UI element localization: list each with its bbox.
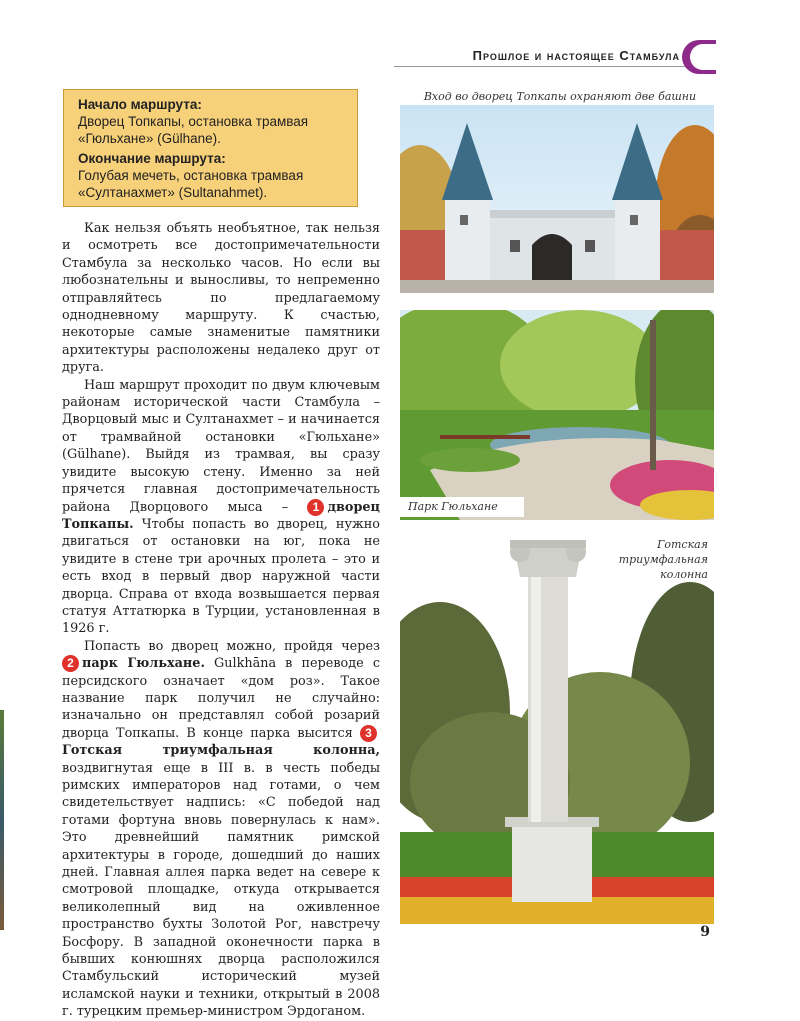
page-number: 9 (700, 924, 710, 940)
photo2-caption: Парк Гюльхане (408, 500, 498, 513)
article-body (62, 220, 380, 1021)
paragraph-2-text-a: Наш маршрут проходит по двум ключевым районам исторической части Стамбула – Дворцовый мыс и Султанахмет – и начинается от трамвайной остановки «Гюльхане» (Gülhane). Выйдя из трамвая, вы сразу увидите высокую стену. Именно за ней прячется главная достопримечательность района Дворцового мыса – (62, 377, 380, 515)
paragraph-1: Как нельзя объять необъятное, так нельзя и осмотреть все достопримечательности Стамбула за несколько часов. Но если вы любознательны и выносливы, то непременно отправляйтесь по предлагаемому однодневному маршруту. К счастью, некоторые самые знаменитые памятники архитектуры расположены недалеко друг от друга. (62, 221, 380, 376)
route-start-text: Дворец Топкапы, остановка трамвая «Гюльхане» (Gülhane). (78, 114, 309, 146)
route-end-text: Голубая мечеть, остановка трамвая «Султанахмет» (Sultanahmet). (78, 168, 304, 200)
paragraph-3 (62, 638, 380, 1021)
chapter-tab-icon (682, 40, 716, 74)
adjacent-page-edge (0, 710, 4, 930)
photo1-caption: Вход во дворец Топкапы охраняют две башни (423, 90, 697, 103)
topkapi-gate-photo (400, 105, 714, 293)
route-start-label: Начало маршрута: (78, 97, 202, 112)
photo3-caption (619, 537, 708, 582)
header-rule (394, 66, 690, 67)
photo3-caption-line2: триумфальная (618, 553, 708, 566)
marker-3-badge: 3 (360, 725, 377, 742)
paragraph-3-text-a: Попасть во дворец можно, пройдя через (84, 638, 380, 654)
marker-2-badge: 2 (62, 655, 79, 672)
goths-column-photo (400, 532, 714, 924)
marker-1-badge: 1 (307, 499, 324, 516)
gulhane-park-link: парк Гюльхане. (82, 656, 205, 672)
topkapi-palace-link: дворец Топкапы. (62, 499, 380, 532)
running-header: Прошлое и настоящее Стамбула (472, 48, 680, 63)
route-end-label: Окончание маршрута: (78, 151, 226, 166)
goths-column-link: Готская триумфальная колонна, (62, 743, 380, 759)
paragraph-3-text-b: Gulkhāna в переводе с персидского означает «дом роз». Такое название парк получил не случайно: изначально он представлял собой розарий дворца Топкапы. В конце парка высится (62, 656, 380, 741)
route-info-box (63, 89, 358, 207)
paragraph-3-text-c: воздвигнутая еще в III в. в честь победы римских императоров над готами, о чем свидетельствует надпись: «С победой над готами фортуна вновь повернулась к нам». Это древнейший памятник римской архитектуры в городе, дошедший до наших дней. Главная аллея парка ведет на севере к смотровой площадке, откуда открывается великолепный вид на оживленное пространство бухты Золотой Рог, навстречу Босфору. В западной оконечности парка в бывших конюшнях дворца расположился Стамбульский исторический музей исламской науки и техники, открытый в 2008 г. турецким премьер-министром Эрдоганом. (62, 760, 380, 1020)
paragraph-2 (62, 377, 380, 638)
photo3-caption-line3: колонна (660, 568, 708, 581)
photo3-caption-line1: Готская (657, 538, 708, 551)
paragraph-2-text-b: Чтобы попасть во дворец, нужно двигаться от остановки на юг, пока не увидите в стене три арочных пролета – это и есть вход в первый двор наружной части дворца. Справа от входа возвышается первая статуя Аттатюрка в Турции, установленная в 1926 г. (62, 516, 380, 637)
gulhane-park-photo (400, 310, 714, 520)
